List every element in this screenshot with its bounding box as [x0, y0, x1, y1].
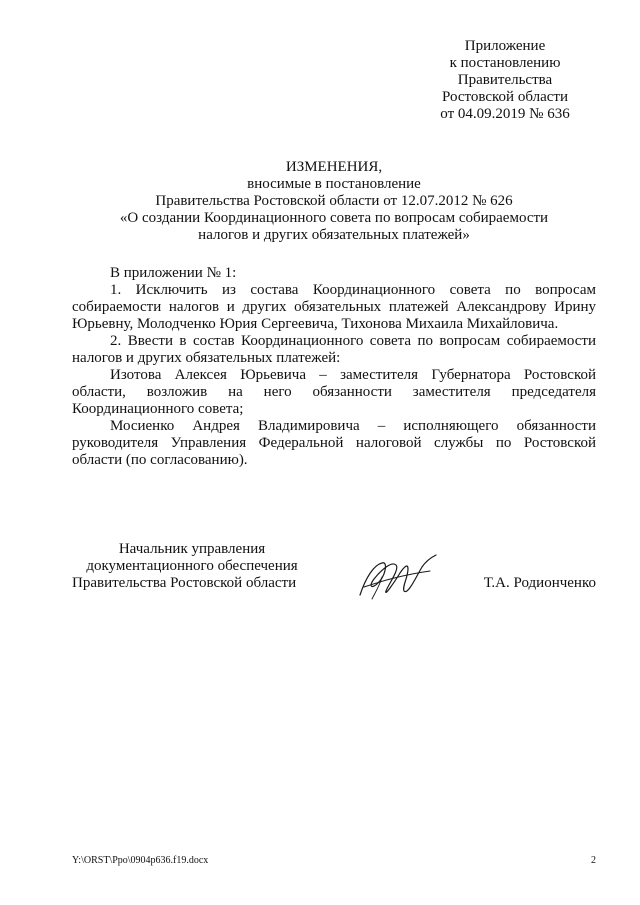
title-line: «О создании Координационного совета по вопросам собираемости: [119, 210, 549, 226]
title-line: вносимые в постановление: [247, 176, 421, 192]
handwritten-signature: [352, 547, 442, 607]
body-intro: В приложении № 1:: [110, 265, 237, 281]
body-paragraph-1: 1. Исключить из состава Координационного совета по вопросам собираемости налогов и других обязательных платежей Александрову Ирину Юрьевну, Молодченко Юрия Сергеевича, Тихонова Михаила Михайловича.: [72, 282, 596, 332]
signer-position-line: документационного обеспечения: [86, 558, 298, 574]
file-path: Y:\ORST\Ppo\0904p636.f19.docx: [72, 855, 209, 866]
body-paragraph-4: Мосиенко Андрея Владимировича – исполняющего обязанности руководителя Управления Федеральной налоговой службы по Ростовской области (по согласованию).: [72, 418, 596, 468]
attachment-line: к постановлению: [449, 55, 561, 71]
document-title: [72, 159, 596, 244]
signer-name: Т.А. Родионченко: [483, 575, 596, 591]
attachment-line: Ростовской области: [442, 89, 568, 105]
attachment-line: Правительства: [457, 72, 553, 88]
attachment-line: Приложение: [464, 38, 546, 54]
title-line: налогов и других обязательных платежей»: [198, 227, 470, 243]
body-paragraph-3: Изотова Алексея Юрьевича – заместителя Губернатора Ростовской области, возложив на него обязанности заместителя председателя Координационного совета;: [72, 367, 596, 417]
body-paragraph-2: 2. Ввести в состав Координационного совета по вопросам собираемости налогов и других обязательных платежей:: [72, 333, 596, 366]
title-line: Правительства Ростовской области от 12.07.2012 № 626: [155, 193, 513, 209]
signer-position: [72, 541, 312, 592]
signer-position-line: Начальник управления: [118, 541, 266, 557]
attachment-line: от 04.09.2019 № 636: [440, 106, 570, 122]
document-body: [72, 265, 596, 469]
attachment-header: [410, 38, 600, 123]
signer-position-line: Правительства Ростовской области: [72, 575, 297, 591]
page-number: 2: [591, 855, 596, 866]
title-heading: ИЗМЕНЕНИЯ,: [285, 159, 383, 175]
